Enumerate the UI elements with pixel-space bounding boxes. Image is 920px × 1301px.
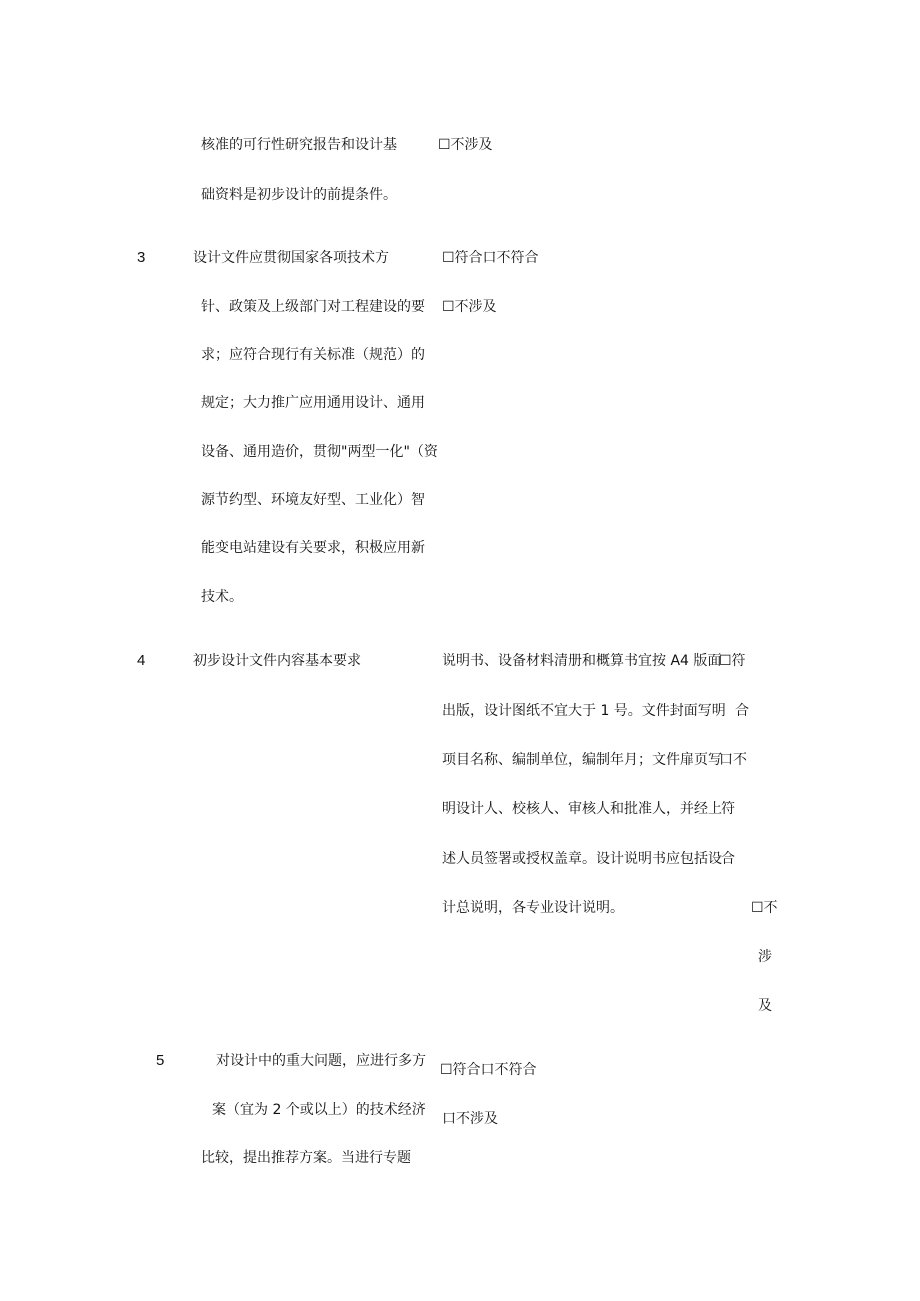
requirement-line: 设备、通用造价，贯彻"两型一化"（资 — [201, 444, 438, 460]
status-option-not-applicable[interactable]: ☐不 — [751, 900, 778, 916]
requirement-line: 技术。 — [201, 589, 243, 605]
requirement-line: 础资料是初步设计的前提条件。 — [201, 187, 397, 203]
status-option-nonconform-cont: 符 — [721, 801, 735, 817]
requirement-line: 比较，提出推荐方案。当进行专题 — [201, 1150, 411, 1166]
detail-line: 说明书、设备材料清册和概算书宜按 A4 版面 — [442, 653, 722, 669]
item-number: 3 — [137, 249, 146, 266]
detail-line: 项目名称、编制单位，编制年月；文件扉页写 — [442, 752, 722, 768]
requirement-text: 初步设计文件内容基本要求 — [193, 653, 361, 669]
status-option-nonconform[interactable]: 口不 — [719, 752, 747, 768]
requirement-line: 求；应符合现行有关标准（规范）的 — [201, 347, 425, 363]
item-number: 5 — [156, 1052, 165, 1069]
requirement-line: 设计文件应贯彻国家各项技术方 — [193, 250, 389, 266]
detail-line: 述人员签署或授权盖章。设计说明书应包括设 — [442, 851, 722, 867]
requirement-line: 能变电站建设有关要求，积极应用新 — [201, 540, 425, 556]
detail-line: 计总说明，各专业设计说明。 — [442, 900, 624, 916]
detail-line: 明设计人、校核人、审核人和批准人，并经上 — [442, 801, 722, 817]
requirement-line: 源节约型、环境友好型、工业化）智 — [201, 492, 425, 508]
status-option-not-applicable[interactable]: ☐不涉及 — [438, 137, 493, 153]
status-option-not-applicable-cont: 涉 — [758, 949, 772, 965]
status-option-conform-cont: 合 — [735, 703, 749, 719]
detail-line: 出版，设计图纸不宜大于 1 号。文件封面写明 — [442, 703, 726, 719]
requirement-line: 针、政策及上级部门对工程建设的要 — [201, 299, 425, 315]
status-option-not-applicable[interactable]: ☐不涉及 — [442, 299, 497, 315]
requirement-line: 核准的可行性研究报告和设计基 — [201, 137, 397, 153]
requirement-line: 案（宜为 2 个或以上）的技术经济 — [212, 1102, 426, 1118]
status-option-nonconform-cont: 合 — [721, 851, 735, 867]
status-option-conform[interactable]: ☐符 — [719, 653, 746, 669]
status-option-not-applicable[interactable]: 口不涉及 — [442, 1111, 498, 1127]
item-number: 4 — [137, 652, 146, 669]
status-option-conform[interactable]: ☐符合口不符合 — [442, 250, 539, 266]
requirement-line: 对设计中的重大问题，应进行多方 — [216, 1053, 426, 1069]
requirement-line: 规定；大力推广应用通用设计、通用 — [201, 395, 425, 411]
status-option-conform[interactable]: ☐符合口不符合 — [440, 1062, 537, 1078]
status-option-not-applicable-cont: 及 — [758, 998, 772, 1014]
